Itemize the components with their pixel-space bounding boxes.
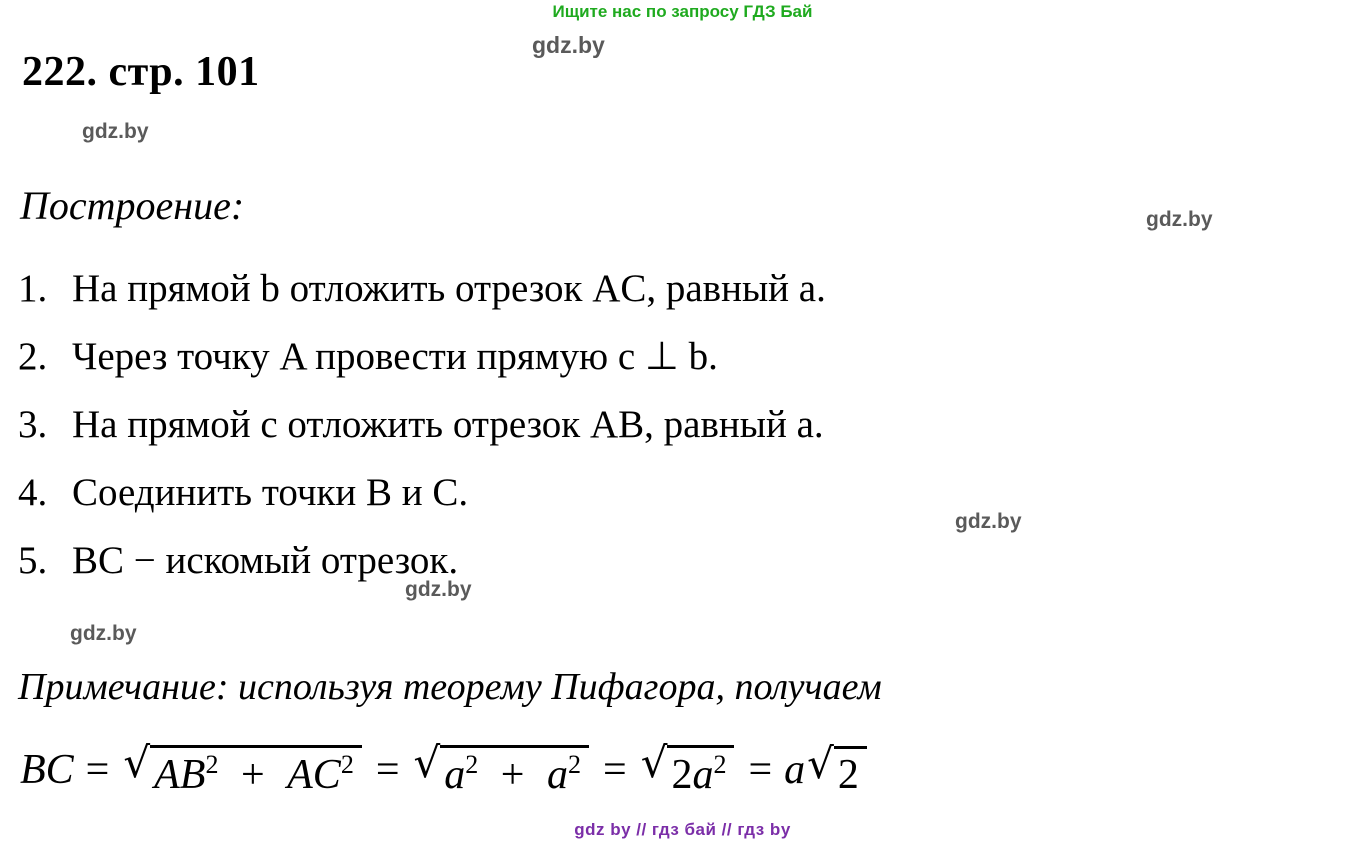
radicand-1-term-1: AB [154, 752, 206, 798]
watermark-tile-5: gdz.by [405, 578, 472, 601]
formula-lhs: BC [20, 746, 74, 793]
step-text: На прямой c отложить отрезок AB, равный a. [72, 403, 824, 446]
radicand-2-exp-1: 2 [465, 750, 479, 779]
formula-equals-2: = [375, 746, 400, 793]
watermark-top-green: Ищите нас по запросу ГДЗ Бай [552, 2, 813, 21]
step-text: BC − искомый отрезок. [72, 539, 459, 582]
formula-equals-1: = [85, 746, 110, 793]
watermark-bottom: gdz by // гдз бай // гдз by [574, 820, 791, 839]
radicand-2-term-1: a [444, 752, 466, 798]
radical-3 [641, 740, 735, 799]
radicand-2-term-2: a [546, 752, 568, 798]
step-number: 5. [18, 539, 48, 582]
step-number: 4. [18, 471, 48, 514]
watermark-tile-2: gdz.by [82, 120, 149, 143]
note-text: Примечание: используя теорему Пифагора, получаем [18, 666, 882, 708]
formula-equals-4: = [748, 746, 773, 793]
watermark-tile-1: gdz.by [532, 32, 605, 58]
step-text: На прямой b отложить отрезок AC, равный a. [72, 267, 826, 310]
formula-equals-3: = [603, 746, 627, 793]
step-text: Соединить точки B и C. [72, 471, 469, 514]
steps-list [18, 255, 1338, 595]
radicand-2-exp-2: 2 [567, 750, 581, 779]
step-number: 3. [18, 403, 48, 446]
section-title: Построение: [20, 183, 245, 228]
list-item [18, 459, 1338, 527]
watermark-tile-4: gdz.by [955, 510, 1022, 533]
radicand-3-base: a [692, 752, 714, 798]
list-item [18, 255, 1338, 323]
radicand-3 [667, 745, 734, 799]
step-number: 1. [18, 267, 48, 310]
formula-rhs-coef: a [784, 746, 806, 793]
radical-sign-icon: √ [640, 738, 668, 787]
watermark-tile-3: gdz.by [1146, 208, 1213, 231]
list-item [18, 323, 1338, 391]
radical-sign-icon: √ [807, 738, 834, 788]
list-item [18, 527, 1338, 595]
radicand-1 [150, 745, 362, 799]
step-text: Через точку A провести прямую c ⊥ b. [72, 335, 718, 378]
radical-4 [807, 738, 867, 799]
radicand-2-plus: + [500, 752, 525, 798]
radical-1 [123, 740, 361, 799]
list-item [18, 391, 1338, 459]
radicand-4: 2 [834, 746, 867, 799]
page-title: 222. стр. 101 [22, 49, 260, 95]
radicand-1-exp-1: 2 [205, 750, 219, 779]
radical-sign-icon: √ [413, 738, 441, 787]
pythagoras-formula [20, 740, 869, 799]
radicand-1-term-2: AC [287, 752, 341, 798]
radicand-3-exp: 2 [713, 750, 727, 779]
radical-2 [414, 740, 589, 799]
radicand-3-coef: 2 [671, 752, 693, 798]
radical-sign-icon: √ [123, 738, 151, 787]
radicand-2 [440, 745, 589, 799]
radicand-1-exp-2: 2 [340, 750, 354, 779]
step-number: 2. [18, 335, 48, 378]
watermark-tile-6: gdz.by [70, 622, 137, 645]
radicand-1-plus: + [240, 752, 265, 798]
